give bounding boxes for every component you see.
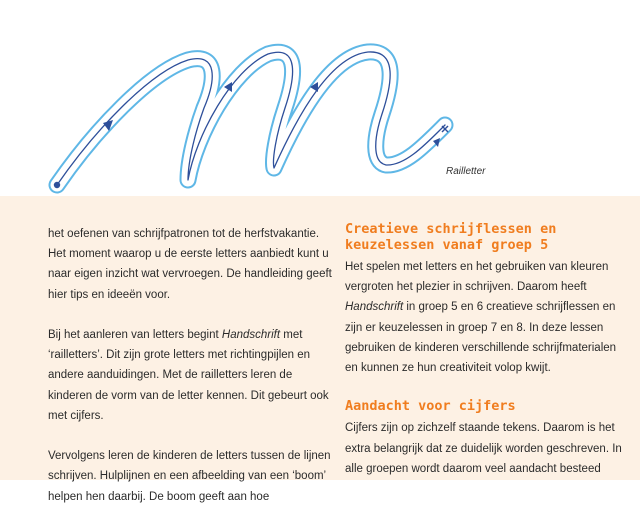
left-column xyxy=(48,224,336,527)
paragraph xyxy=(345,257,627,378)
text: Bij het aanleren van letters begint xyxy=(48,329,222,341)
text: in groep 5 en 6 creatieve schrijflessen en zijn er keuzelessen in groep 7 en 8. In deze lessen gebruiken de kinderen verschillende schrijfmaterialen en kunnen ze hun creativiteit volop kwijt. xyxy=(345,301,617,375)
paragraph: Vervolgens leren de kinderen de letters tussen de lijnen schrijven. Hulplijnen en een afbeelding van een ‘boom’ helpen hen daarbij. De boom geeft aan hoe xyxy=(48,450,331,503)
paragraph: het oefenen van schrijfpatronen tot de herfstvakantie. Het moment waarop u de eerste letters aanbiedt kunt u naar eigen inzicht wat vervroegen. De handleiding geeft hier tips en ideeën voor. xyxy=(48,228,332,301)
emphasis: Handschrift xyxy=(221,329,281,341)
paragraph xyxy=(48,325,336,426)
text: met ‘railletters’. Dit zijn grote letters met richtingpijlen en andere aanduidingen. Met de railletters leren de kinderen de vorm van de letter kennen. Dit gebeurt ook met cijfers. xyxy=(48,329,329,422)
section-heading: Creatieve schrijflessen en keuzelessen vanaf groep 5 xyxy=(345,221,557,253)
rail-letter-illustration xyxy=(0,0,640,196)
text: Het spelen met letters en het gebruiken van kleuren vergroten het plezier in schrijven. Daarom heeft xyxy=(345,261,609,294)
right-column xyxy=(345,221,627,499)
section-heading: Aandacht voor cijfers xyxy=(345,398,516,415)
illustration-caption: Railletter xyxy=(446,166,486,177)
emphasis: Handschrift xyxy=(345,301,404,314)
paragraph: Cijfers zijn op zichzelf staande tekens. Daarom is het extra belangrijk dat ze duidelijk worden geschreven. In alle groepen wordt daarom veel aandacht besteed xyxy=(345,422,622,475)
start-dot-icon xyxy=(54,182,60,188)
